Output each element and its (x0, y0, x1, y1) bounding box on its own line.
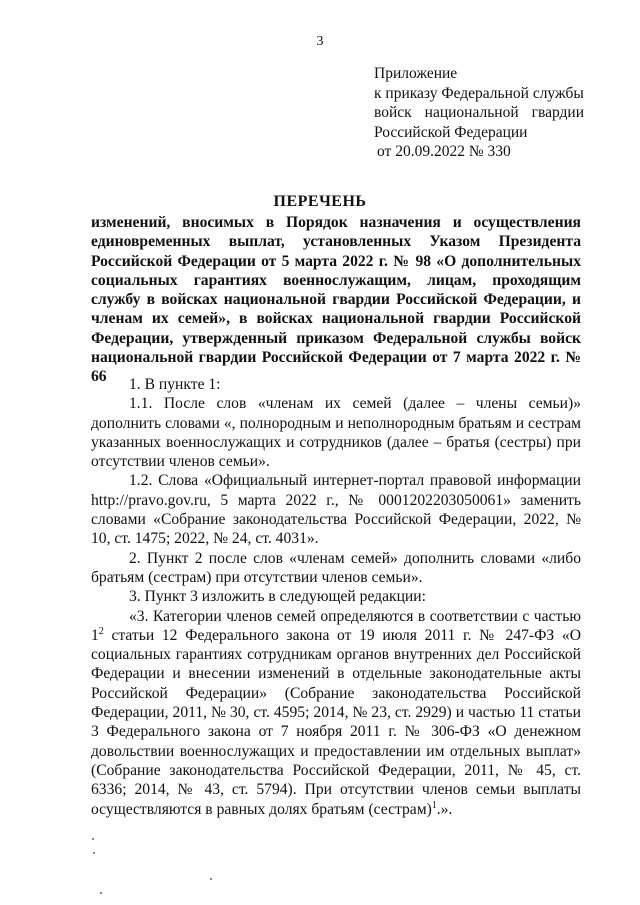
document-title: ПЕРЕЧЕНЬ (273, 193, 367, 210)
scan-speck (92, 838, 94, 840)
page-number: 3 (316, 34, 324, 49)
scan-speck (210, 878, 212, 880)
paragraph-3-text-b: статьи 12 Федерального закона от 19 июля 2011 г. № 247-ФЗ «О социальных гарантиях сотрудникам органов внутренних дел Российской Федерации и внесении изменений в отдельные законодательные акты Российской Федерации» (Собрание законодательства Российской Федерации, 2011, № 30, ст. 4595; 2014, № 23, ст. 2929) и частью 11 статьи 3 Федерального закона от 7 ноября 2011 г. № 306-ФЗ «О денежном довольствии военнослужащих и предоставлении им отдельных выплат» (Собрание законодательства Российской Федерации, 2011, № 45, ст. 6336; 2014, № 43, ст. 5794). При отсутствии членов семьи выплаты осуществляются в равных долях братьям (сестрам) (91, 626, 581, 818)
paragraph-3-text-a: «3. Категории членов семей определяются в соответствии с частью 1 (91, 607, 581, 644)
document-body (91, 375, 581, 819)
appendix-line-4: Российской Федерации (374, 123, 528, 141)
appendix-block (374, 64, 584, 162)
appendix-line-1: Приложение (374, 65, 458, 82)
scan-speck (100, 892, 102, 894)
paragraph-3-new-text (91, 607, 581, 819)
document-subtitle: изменений, вносимых в Порядок назначения и осуществления единовременных выплат, установленных Указом Президента Российской Федерации от 5 марта 2022 г. № 98 «О дополнительных социальных гарантиях военнослужащим, лицам, проходящим службу в войсках национальной гвардии Российской Федерации, и членам их семей», в войсках национальной гвардии Российской Федерации, утвержденный приказом Федеральной службы войск национальной гвардии Российской Федерации от 7 марта 2022 г. № 66 (91, 214, 581, 386)
footnote-mark-2: 1 (431, 799, 437, 811)
footnote-mark-1: 2 (98, 625, 104, 637)
appendix-order-date: от 20.09.2022 № 330 (377, 143, 511, 160)
appendix-line-3: войск национальной гвардии (374, 104, 584, 121)
paragraph-3-text-c: .». (436, 800, 453, 818)
paragraph-1-2: 1.2. Слова «Официальный интернет-портал правовой информации http://pravo.gov.ru, 5 марта 2022 г., № 0001202203050061» заменить словами «Собрание законодательства Российской Федерации, 2022, № 10, ст. 1475; 2022, № 24, ст. 4031». (91, 472, 581, 548)
scan-speck (93, 852, 95, 854)
paragraph-3: 3. Пункт 3 изложить в следующей редакции: (129, 588, 426, 606)
paragraph-1-1: 1.1. После слов «членам их семей (далее – члены семьи)» дополнить словами «, полнородным и неполнородным братьям и сестрам указанных военнослужащих и сотрудников (далее – братья (сестры) при отсутствии членов семьи». (91, 395, 581, 471)
paragraph-2: 2. Пункт 2 после слов «членам семей» дополнить словами «либо братьям (сестрам) при отсутствии членов семьи». (91, 549, 581, 586)
appendix-line-2: к приказу Федеральной службы (374, 84, 584, 102)
paragraph-1: 1. В пункте 1: (129, 376, 221, 393)
